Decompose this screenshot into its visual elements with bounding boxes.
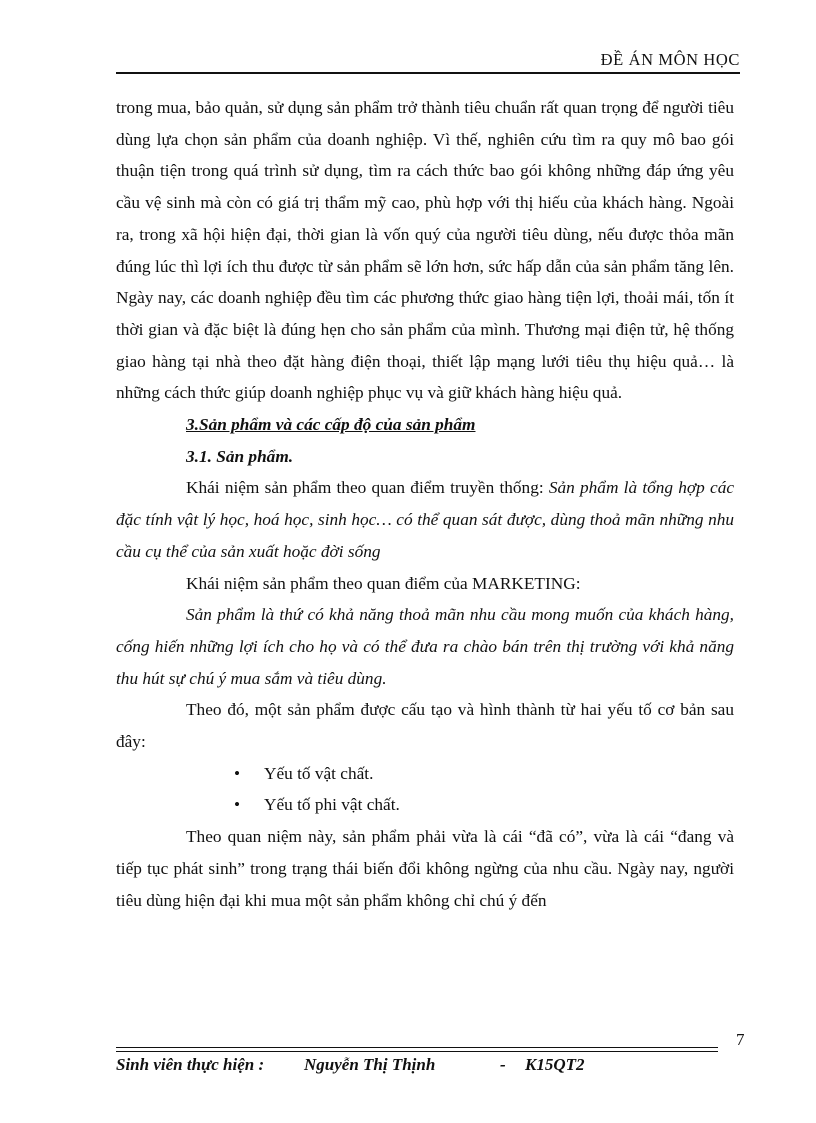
- section-heading: 3.Sản phẩm và các cấp độ của sản phẩm: [186, 415, 476, 435]
- paragraph-concept: Theo quan niệm này, sản phẩm phải vừa là cái “đã có”, vừa là cái “đang và tiếp tục phát sinh” trong trạng thái biến đổi không ngừng của nhu cầu. Ngày nay, người tiêu dùng hiện đại khi mua một sản phẩm không chỉ chú ý đến: [116, 827, 734, 910]
- paragraph-marketing-definition: Sản phẩm là thứ có khả năng thoả mãn nhu cầu mong muốn của khách hàng, cống hiến những lợi ích cho họ và có thể đưa ra chào bán trên thị trường với khả năng thu hút sự chú ý mua sắm và tiêu dùng.: [116, 605, 734, 688]
- footer-class-code: K15QT2: [525, 1055, 585, 1074]
- list-item-text: Yếu tố vật chất.: [264, 763, 374, 783]
- subsection-heading-period: .: [288, 446, 294, 466]
- page-header-title: ĐỀ ÁN MÔN HỌC: [600, 50, 740, 69]
- bullet-icon: •: [234, 795, 241, 815]
- subsection-heading: [186, 441, 734, 473]
- footer-divider-bottom: [116, 1051, 718, 1052]
- subsection-heading-text: 3.1. Sản phẩm: [186, 446, 289, 466]
- paragraph-continuation: trong mua, bảo quản, sử dụng sản phẩm trở thành tiêu chuẩn rất quan trọng để người tiêu dùng lựa chọn sản phẩm của doanh nghiệp. Vì thế, nghiên cứu tìm ra quy mô bao gói thuận tiện trong quá trình sử dụng, tìm ra cách thức bao gói không những đáp ứng yêu cầu vệ sinh mà còn có giá trị thẩm mỹ cao, phù hợp với thị hiếu của khách hàng. Ngoài ra, trong xã hội hiện đại, thời gian là vốn quý của người tiêu dùng, nếu được thỏa mãn đúng lúc thì lợi ích thu được từ sản phẩm sẽ lớn hơn, sức hấp dẫn của sản phẩm tăng lên. Ngày nay, các doanh nghiệp đều tìm các phương thức giao hàng tiện lợi, thoải mái, tốn ít thời gian và đặc biệt là đúng hẹn cho sản phẩm của mình. Thương mại điện tử, hệ thống giao hàng tại nhà theo đặt hàng điện thoại, thiết lập mạng lưới tiêu thụ hiệu quả… là những cách thức giúp doanh nghiệp phục vụ và giữ khách hàng hiệu quả.: [116, 98, 734, 403]
- page-number: 7: [736, 1030, 745, 1049]
- list-item-text: Yếu tố phi vật chất.: [264, 795, 400, 815]
- paragraph-marketing-lead: Khái niệm sản phẩm theo quan điểm của MARKETING:: [186, 573, 581, 593]
- footer-student-name: Nguyễn Thị Thịnh: [304, 1055, 436, 1074]
- document-body: [116, 92, 734, 916]
- definition-text: Sản phẩm là tổng hợp các đặc tính vật lý học, hoá học, sinh học… có thể quan sát được, dùng thoả mãn những nhu cầu cụ thể của sản xuất hoặc đời sống: [116, 478, 735, 561]
- footer-label: Sinh viên thực hiện :: [116, 1055, 265, 1074]
- bullet-list: [116, 758, 734, 821]
- footer-dash: -: [500, 1055, 506, 1074]
- paragraph-traditional-definition: [116, 472, 734, 567]
- footer-divider-top: [116, 1047, 718, 1048]
- list-item: [234, 758, 734, 790]
- paragraph-elements: Theo đó, một sản phẩm được cấu tạo và hình thành từ hai yếu tố cơ bản sau đây:: [116, 700, 734, 752]
- bullet-icon: •: [234, 763, 241, 783]
- definition-lead: Khái niệm sản phẩm theo quan điểm truyền thống:: [186, 478, 549, 498]
- header-divider: [116, 72, 740, 74]
- list-item: [234, 789, 734, 821]
